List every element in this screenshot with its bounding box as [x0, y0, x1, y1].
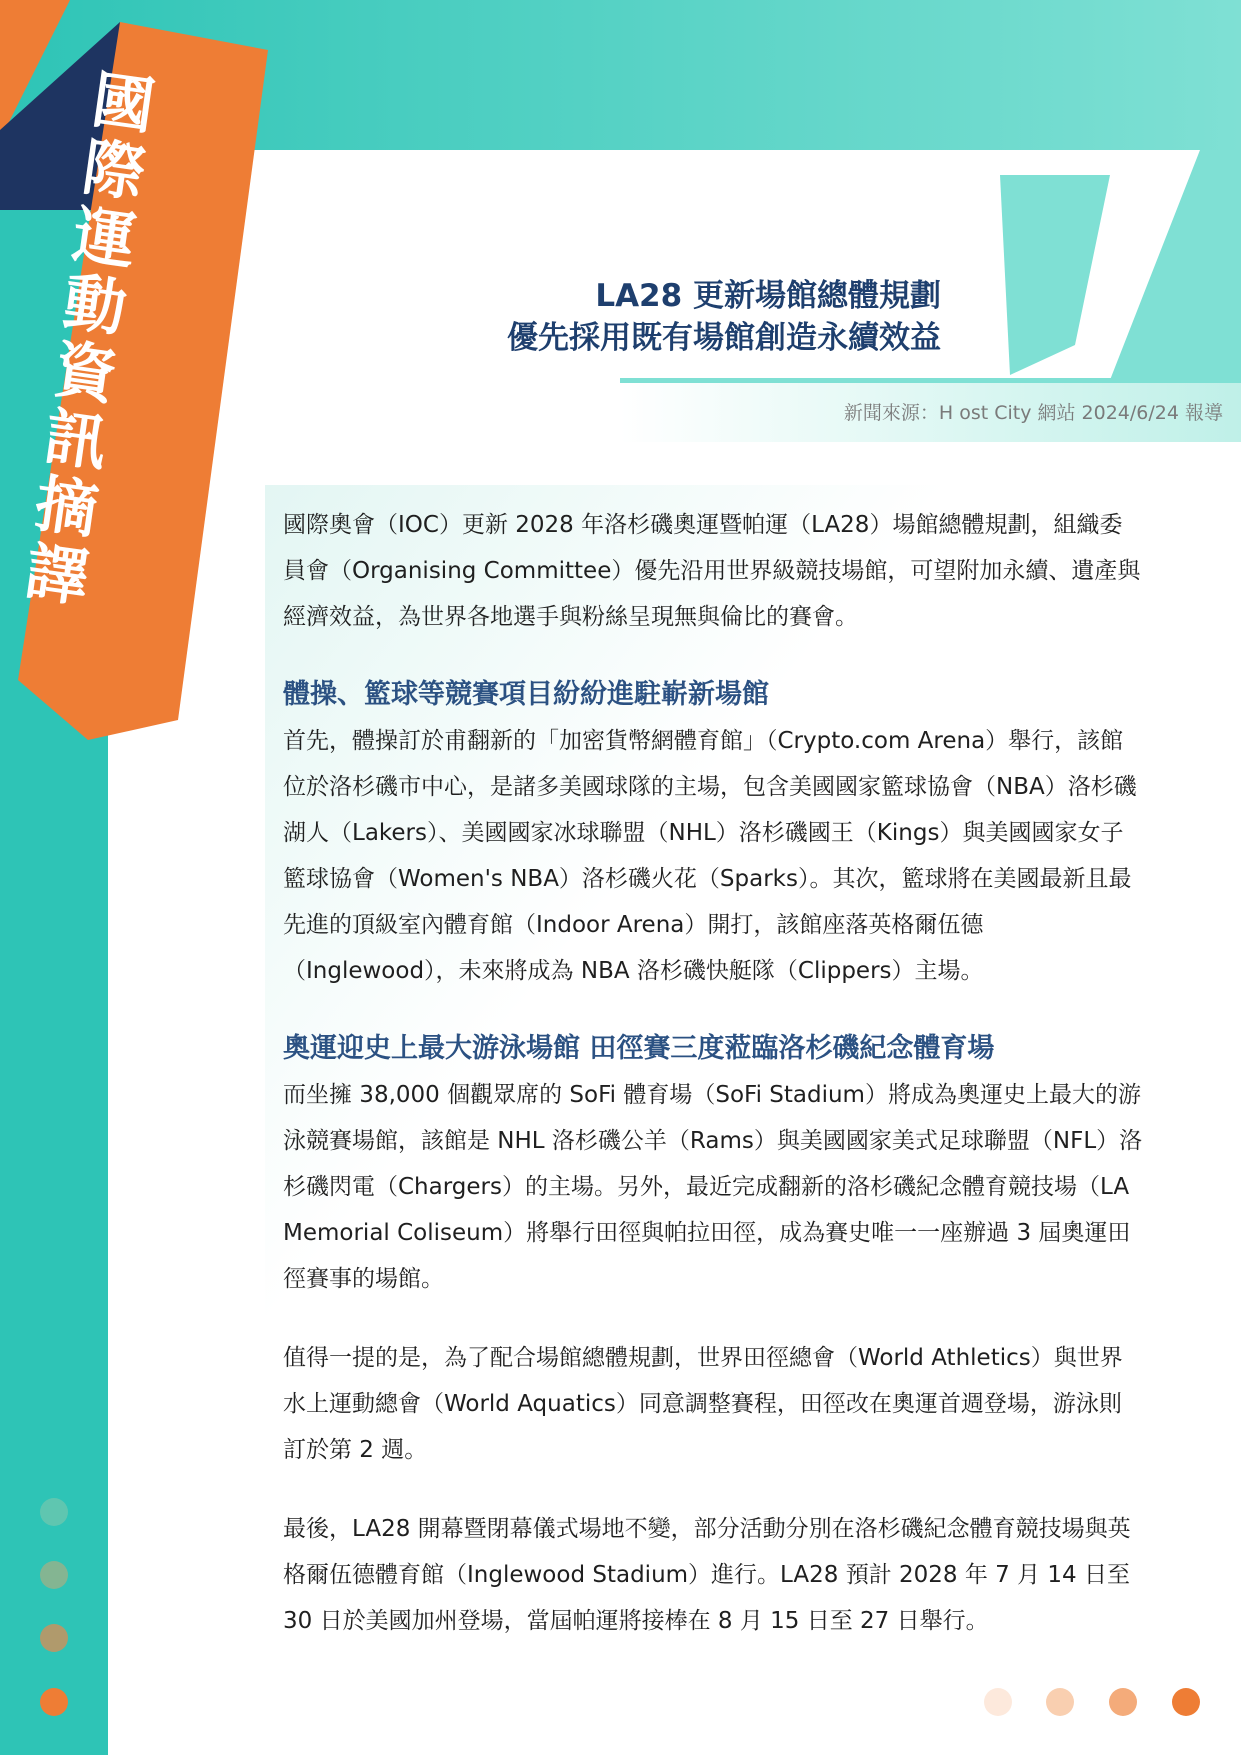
decor-dot	[40, 1498, 68, 1526]
banner-char: 摘	[30, 466, 103, 548]
schedule-paragraph: 值得一提的是，為了配合場館總體規劃，世界田徑總會（World Athletics）與世界水上運動總會（World Aquatics）同意調整賽程，田徑改在奧運首週登場，游泳則訂於第 2 週。	[283, 1345, 1123, 1463]
spacer	[283, 1473, 1143, 1506]
banner-char: 際	[78, 130, 150, 211]
section2-heading: 奧運迎史上最大游泳場館 田徑賽三度蒞臨洛杉磯紀念體育場	[283, 1033, 995, 1064]
banner-char: 運	[68, 197, 141, 279]
decor-dot	[984, 1688, 1012, 1716]
decor-dot	[40, 1624, 68, 1652]
section1-paragraph: 首先，體操訂於甫翻新的「加密貨幣網體育館」（Crypto.com Arena）舉行，該館位於洛杉磯市中心，是諸多美國球隊的主場，包含美國國家籃球協會（NBA）洛杉磯湖人（Lakers）、美國國家冰球聯盟（NHL）洛杉磯國王（Kings）與美國國家女子籃球協會（Women's NBA）洛杉磯火花（Sparks）。其次，籃球將在美國最新且最先進的頂級室內體育館（Indoor Arena）開打，該館座落英格爾伍德（Inglewood），未來將成為 NBA 洛杉磯快艇隊（Clippers）主場。	[283, 728, 1137, 984]
banner-char: 動	[59, 264, 131, 346]
banner-char: 資	[49, 332, 122, 413]
strip-line	[620, 378, 1241, 383]
section2-paragraph: 而坐擁 38,000 個觀眾席的 SoFi 體育場（SoFi Stadium）將成為奧運史上最大的游泳競賽場館，該館是 NHL 洛杉磯公羊（Rams）與美國國家美式足球聯盟（NFL）洛杉磯閃電（Chargers）的主場。另外，最近完成翻新的洛杉磯紀念體育競技場（LA Memorial Coliseum）將舉行田徑與帕拉田徑，成為賽史唯一一座辦過 3 屆奧運田徑賽事的場館。	[283, 1082, 1143, 1292]
spacer	[283, 1302, 1143, 1335]
article-title-line2: 優先採用既有場館創造永續效益	[507, 320, 941, 356]
decor-dot	[40, 1561, 68, 1589]
banner-char: 訊	[40, 399, 112, 481]
spacer	[283, 640, 1143, 672]
banner-char: 國	[87, 62, 160, 144]
article-title	[507, 275, 941, 359]
decor-dot	[1046, 1688, 1074, 1716]
decor-dot	[40, 1688, 68, 1716]
teal-slash-2	[1110, 150, 1241, 380]
decor-dot	[1172, 1688, 1200, 1716]
intro-paragraph: 國際奧會（IOC）更新 2028 年洛杉磯奧運暨帕運（LA28）場館總體規劃，組織委員會（Organising Committee）優先沿用世界級競技場館，可望附加永續、遺產與經濟效益，為世界各地選手與粉絲呈現無與倫比的賽會。	[283, 512, 1141, 630]
news-source: 新聞來源：H ost City 網站 2024/6/24 報導	[843, 402, 1223, 424]
spacer	[283, 994, 1143, 1026]
teal-slash-1	[1000, 175, 1110, 375]
article-body	[283, 502, 1143, 1644]
decor-dot	[1109, 1688, 1137, 1716]
section1-heading: 體操、籃球等競賽項目紛紛進駐嶄新場館	[283, 679, 769, 710]
ceremony-paragraph: 最後，LA28 開幕暨閉幕儀式場地不變，部分活動分別在洛杉磯紀念體育競技場與英格爾伍德體育館（Inglewood Stadium）進行。LA28 預計 2028 年 7 月 14 日至 30 日於美國加州登場，當屆帕運將接棒在 8 月 15 日至 27 日舉行。	[283, 1516, 1131, 1634]
banner-char: 譯	[21, 534, 93, 616]
article-title-line1: LA28 更新場館總體規劃	[595, 278, 941, 314]
